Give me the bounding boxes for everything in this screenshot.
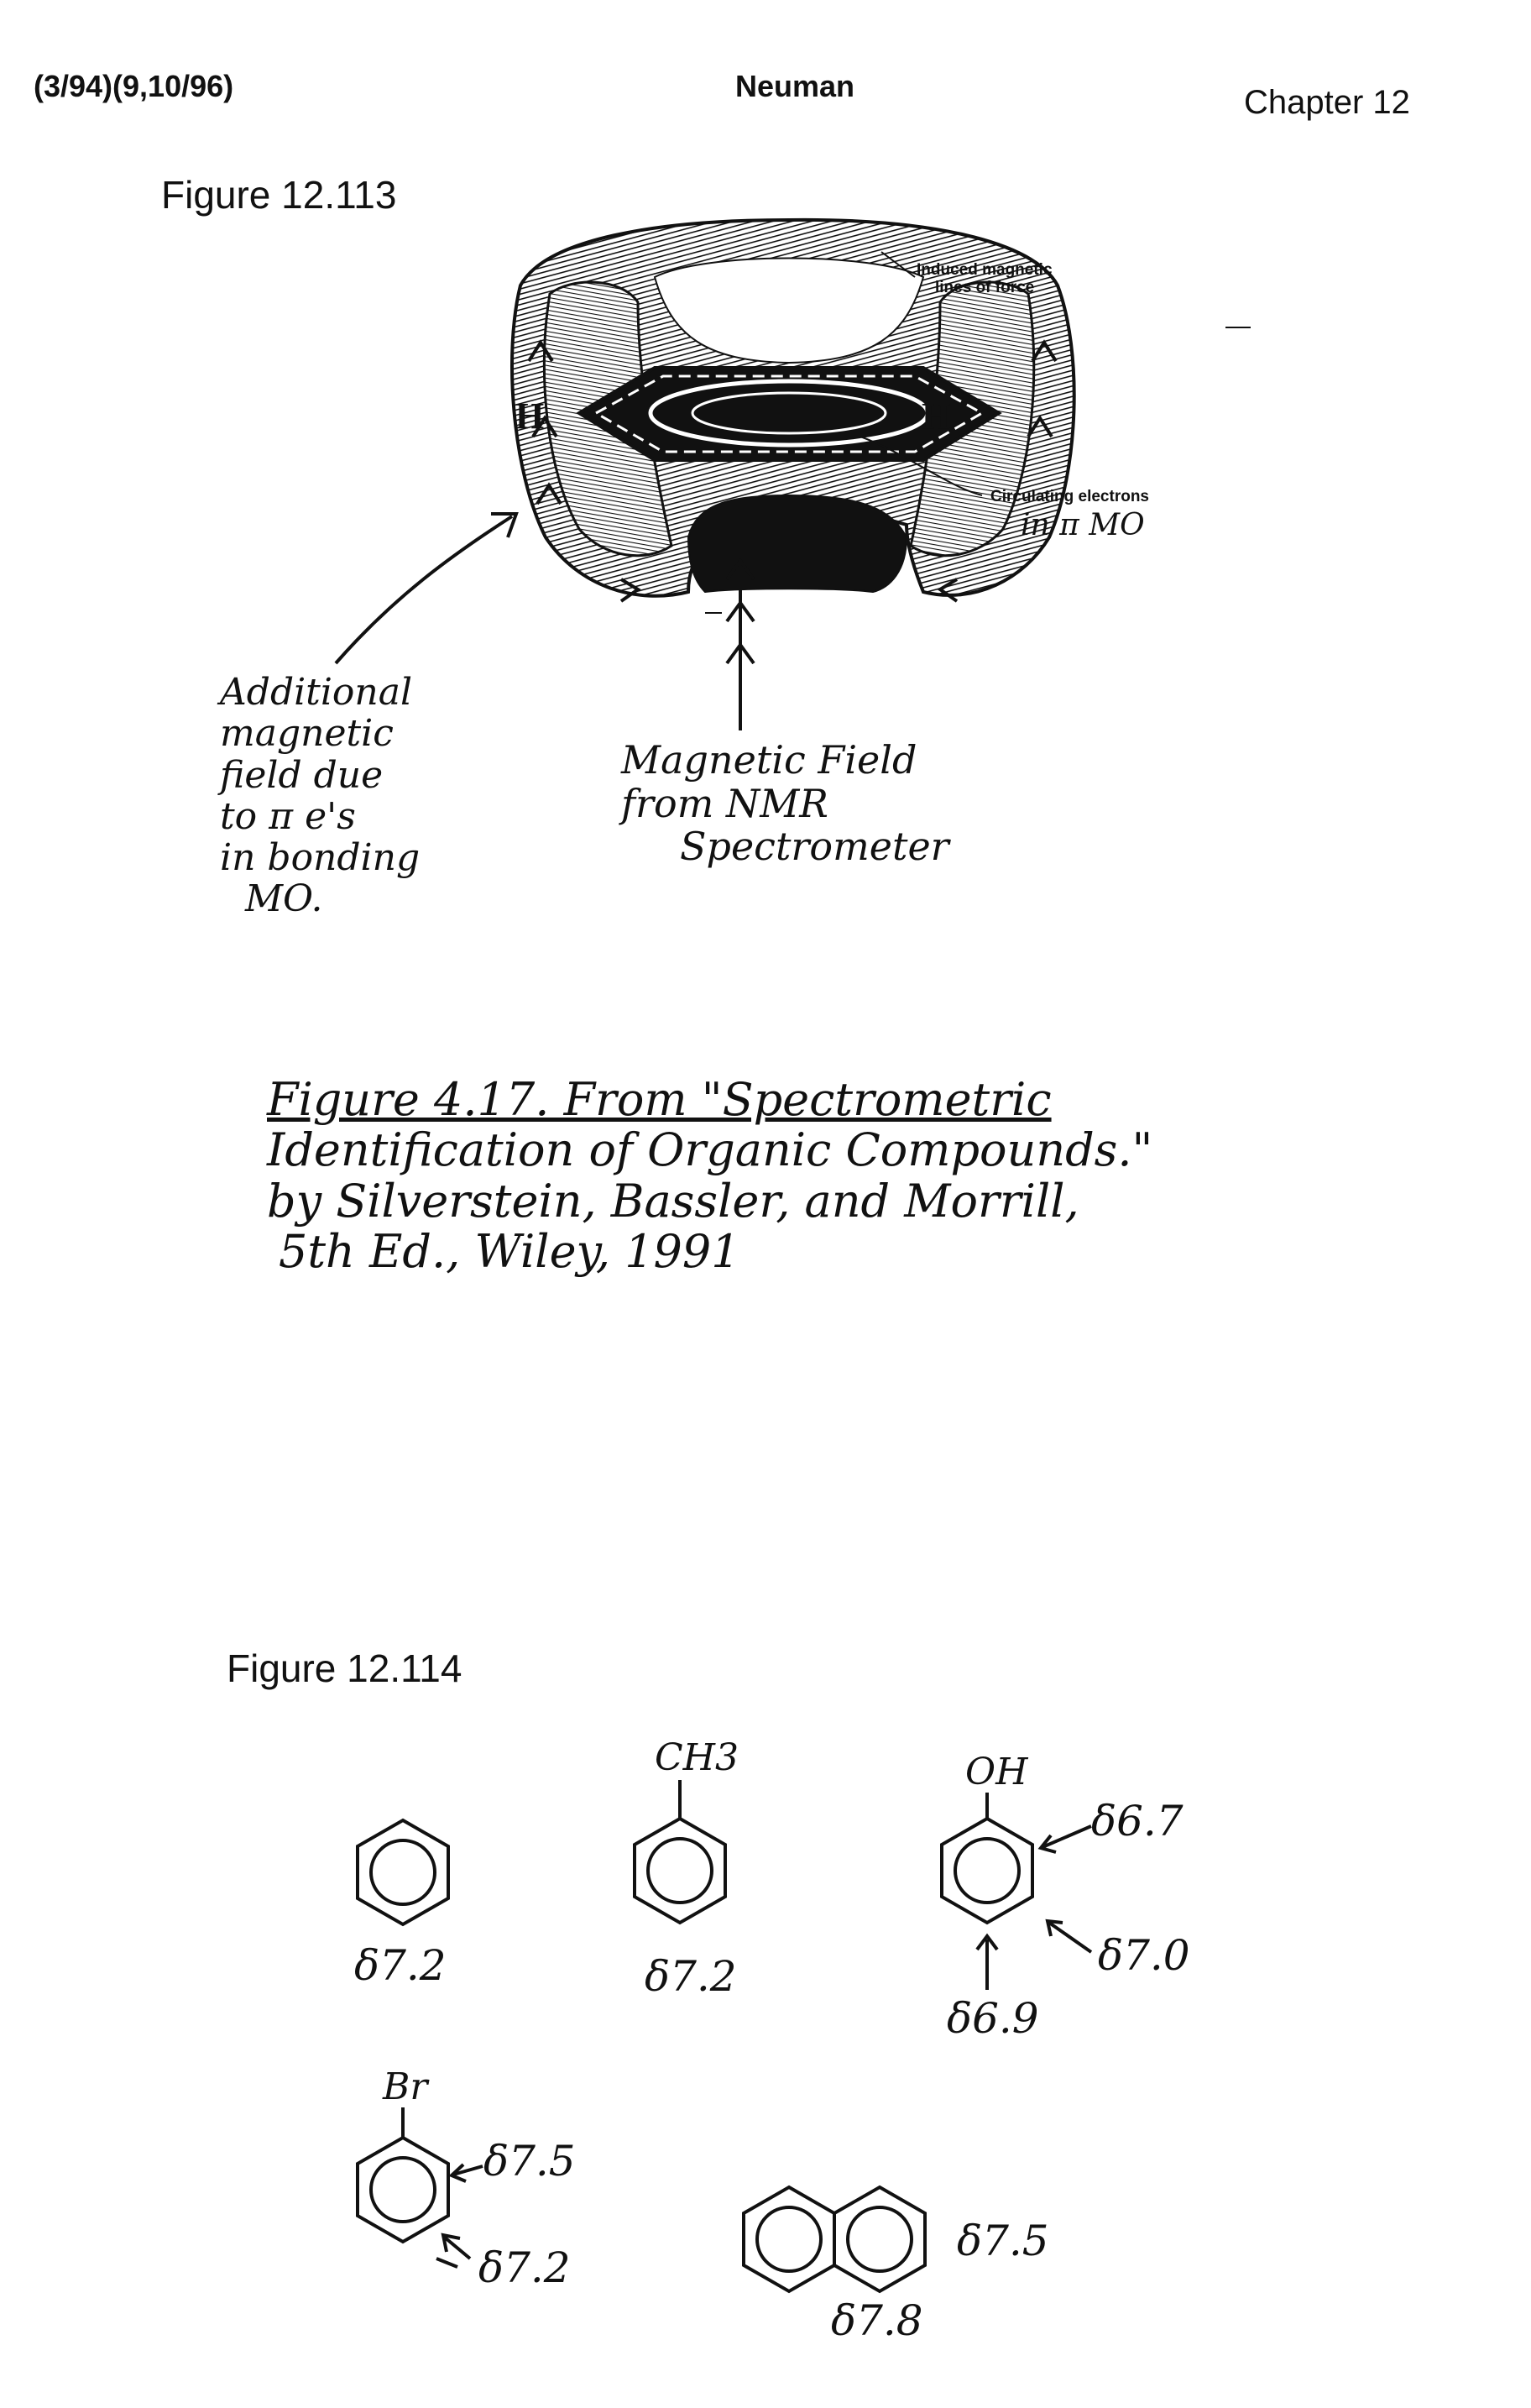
phenol-ortho-shift: δ6.7 (1091, 1797, 1184, 1845)
toluene-shift: δ7.2 (645, 1952, 737, 2001)
naphthalene-alpha-shift: δ7.5 (957, 2217, 1049, 2265)
figure-12-114-caption: Figure 12.114 (227, 1646, 462, 1690)
naphthalene-structure (744, 2187, 925, 2291)
header-author: Neuman (735, 69, 855, 103)
header-chapter: Chapter 12 (1244, 84, 1410, 121)
additional-field-note: Additional magnetic field due to π e's in bonding MO. (220, 671, 421, 921)
hydrogen-label-left: H (515, 395, 545, 437)
phenol-substituent: OH (965, 1751, 1028, 1793)
header-date: (3/94)(9,10/96) (34, 69, 234, 103)
phenol-meta-shift: δ7.0 (1098, 1931, 1190, 1980)
figure-12-113-caption: Figure 12.113 (161, 173, 397, 217)
induced-lines-label: Induced magnetic lines of force (917, 261, 1053, 296)
figure-citation: Figure 4.17. From "Spectrometric Identification of Organic Compounds." by Silverstein, Bassler, and Morrill, 5th Ed., Wiley, 1991 (267, 1073, 1153, 1279)
bromobenzene-meta-shift: δ7.2 (478, 2243, 571, 2292)
nmr-field-note: Magnetic Field from NMR Spectrometer (621, 737, 949, 870)
pi-mo-label: in π MO (1021, 508, 1145, 542)
naphthalene-beta-shift: δ7.8 (831, 2296, 923, 2345)
hydrogen-label-right: H (922, 395, 951, 437)
phenol-para-shift: δ6.9 (947, 1994, 1039, 2043)
bromobenzene-ortho-shift: δ7.5 (483, 2137, 576, 2186)
bromobenzene-substituent: Br (383, 2065, 428, 2108)
toluene-substituent: CH3 (655, 1736, 739, 1779)
circulating-electrons-label: Circulating electrons (990, 488, 1149, 505)
benzene-shift: δ7.2 (354, 1941, 447, 1990)
